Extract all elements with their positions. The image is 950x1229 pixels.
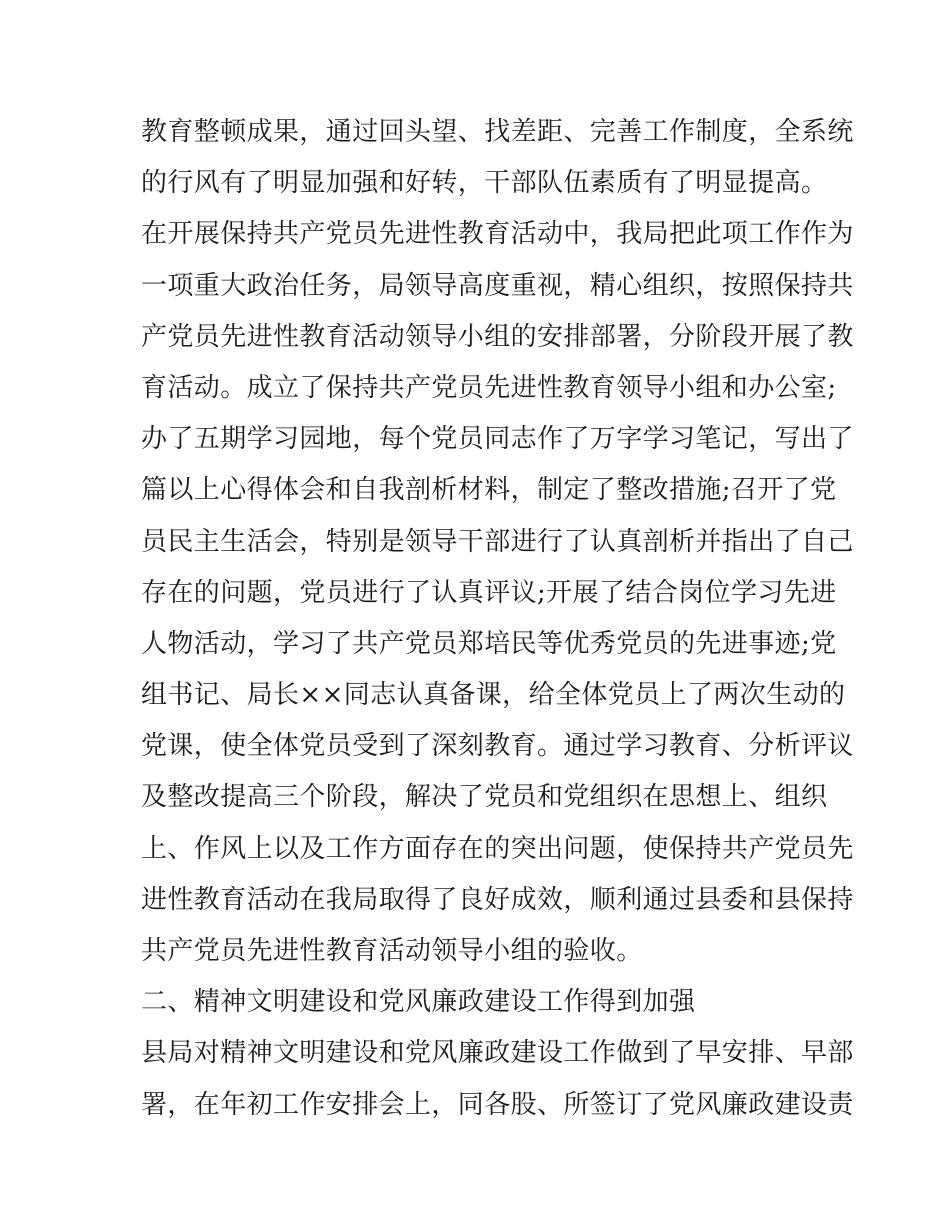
text-line: 教育整顿成果，通过回头望、找差距、完善工作制度，全系统 — [141, 117, 854, 147]
text-line: 在开展保持共产党员先进性教育活动中，我局把此项工作作为 — [141, 219, 854, 250]
section-heading: 二、精神文明建设和党风廉政建设工作得到加强 — [141, 987, 696, 1018]
body-text — [141, 107, 854, 1131]
text-line: 产党员先进性教育活动领导小组的安排部署，分阶段开展了教 — [141, 321, 854, 352]
text-line: 及整改提高三个阶段，解决了党员和党组织在思想上、组织 — [141, 782, 828, 813]
text-line: 篇以上心得体会和自我剖析材料，制定了整改措施;召开了党 — [141, 475, 837, 506]
text-line: 署，在年初工作安排会上，同各股、所签订了党风廉政建设责 — [141, 1089, 854, 1120]
text-line: 办了五期学习园地，每个党员同志作了万字学习笔记，写出了 — [141, 424, 854, 455]
text-line: 人物活动，学习了共产党员郑培民等优秀党员的先进事迹;党 — [141, 628, 837, 659]
text-line: 共产党员先进性教育活动领导小组的验收。 — [141, 936, 643, 966]
text-line: 组书记、局长××同志认真备课，给全体党员上了两次生动的 — [141, 680, 846, 711]
text-line: 党课，使全体党员受到了深刻教育。通过学习教育、分析评议 — [141, 731, 854, 762]
text-line: 上、作风上以及工作方面存在的突出问题，使保持共产党员先 — [141, 833, 854, 864]
text-line: 员民主生活会，特别是领导干部进行了认真剖析并指出了自己 — [141, 526, 854, 557]
text-line: 县局对精神文明建设和党风廉政建设工作做到了早安排、早部 — [141, 1038, 854, 1069]
text-line: 一项重大政治任务，局领导高度重视，精心组织，按照保持共 — [141, 270, 854, 301]
text-line: 进性教育活动在我局取得了良好成效，顺利通过县委和县保持 — [141, 884, 854, 915]
text-line: 育活动。成立了保持共产党员先进性教育领导小组和办公室; — [141, 372, 837, 403]
text-line: 的行风有了明显加强和好转，干部队伍素质有了明显提高。 — [141, 168, 828, 199]
text-line: 存在的问题，党员进行了认真评议;开展了结合岗位学习先进 — [141, 577, 837, 608]
